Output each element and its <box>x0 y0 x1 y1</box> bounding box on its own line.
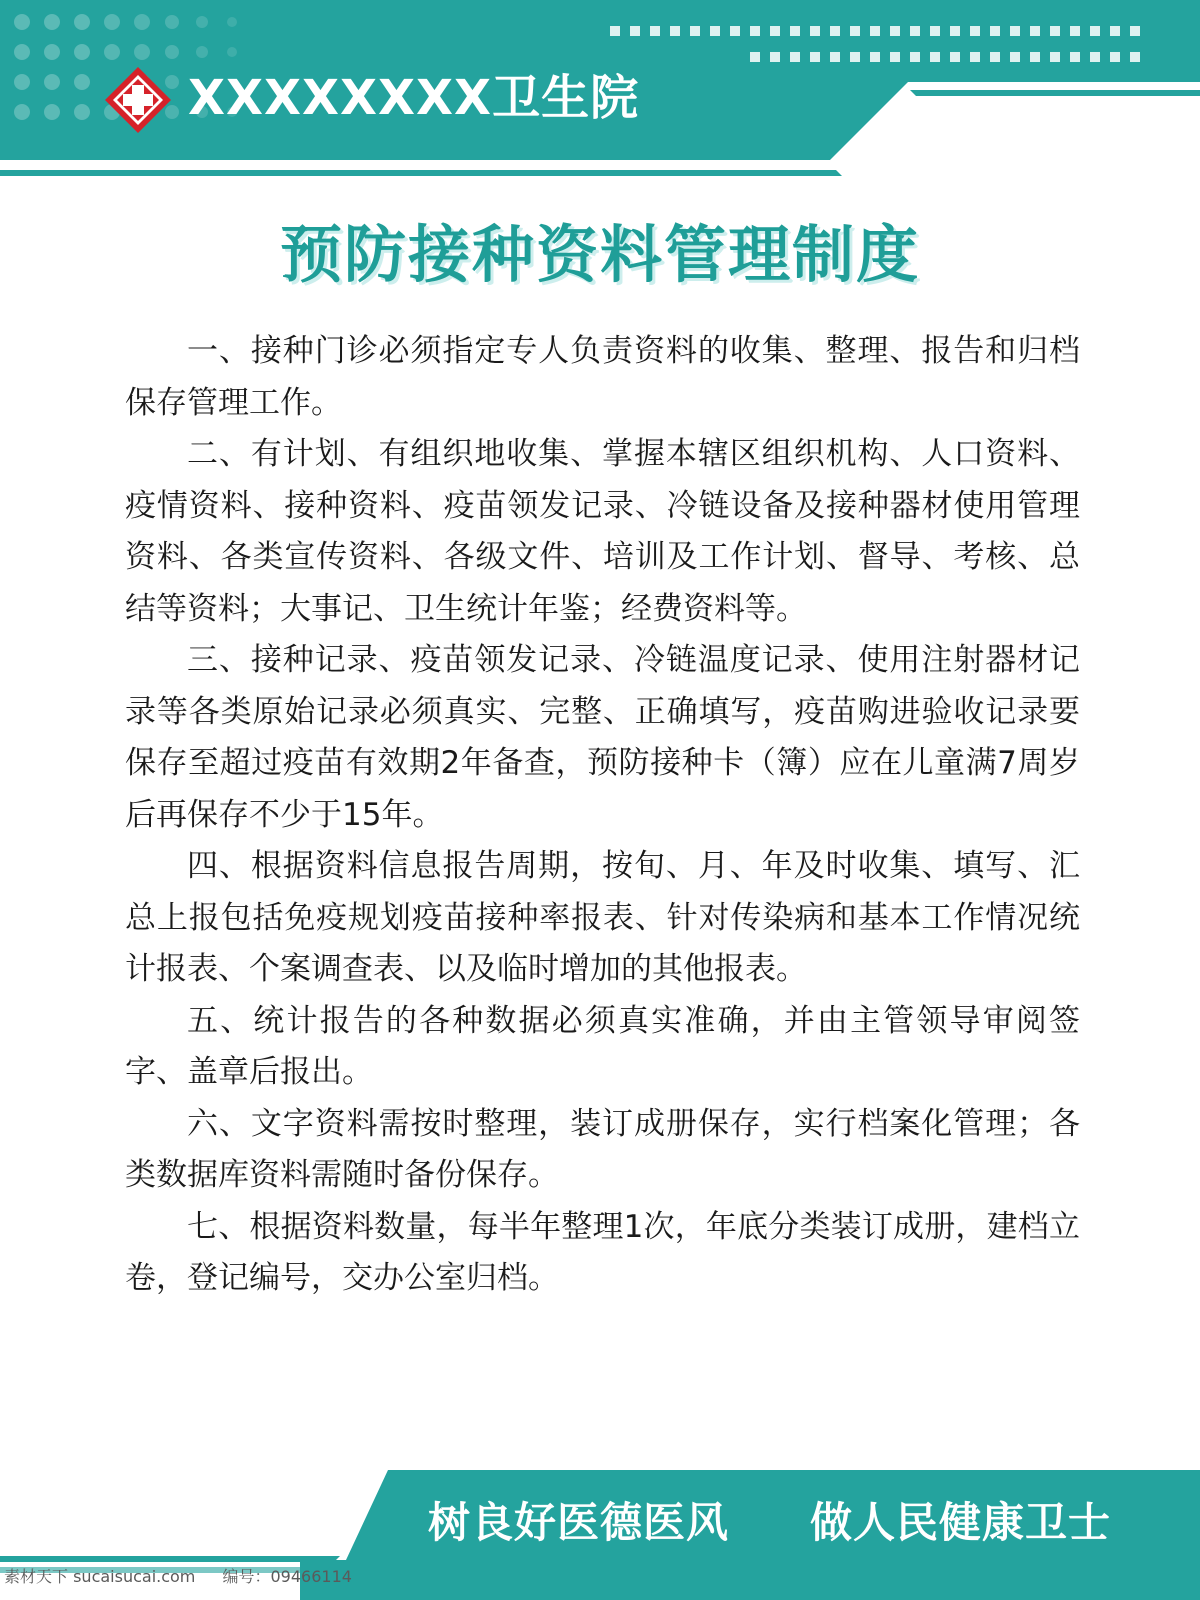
decorative-dots-right <box>610 26 1170 68</box>
regulation-item-3: 三、接种记录、疫苗领发记录、冷链温度记录、使用注射器材记录等各类原始记录必须真实、完整、正确填写，疫苗购进验收记录要保存至超过疫苗有效期2年备查，预防接种卡（簿）应在儿童满7周岁后再保存不少于15年。 <box>125 642 1080 833</box>
hospital-name: XXXXXXXX卫生院 <box>188 70 640 126</box>
watermark-site: 素材天下 sucaisucai.com <box>4 1567 196 1586</box>
regulation-item-7: 七、根据资料数量，每半年整理1次，年底分类装订成册，建档立卷，登记编号，交办公室归档。 <box>125 1208 1080 1296</box>
regulation-item-2: 二、有计划、有组织地收集、掌握本辖区组织机构、人口资料、疫情资料、接种资料、疫苗领发记录、冷链设备及接种器材使用管理资料、各类宣传资料、各级文件、培训及工作计划、督导、考核、总结等资料；大事记、卫生统计年鉴；经费资料等。 <box>125 436 1080 627</box>
footer-slogan-left: 树良好医德医风 <box>428 1498 730 1547</box>
regulation-item-6: 六、文字资料需按时整理，装订成册保存，实行档案化管理；各类数据库资料需随时备份保存。 <box>125 1105 1080 1193</box>
regulation-body <box>125 326 1080 1305</box>
watermark-code: 编号：09466114 <box>222 1567 352 1586</box>
red-cross-icon <box>104 66 172 134</box>
footer-slogan-right: 做人民健康卫士 <box>810 1498 1112 1547</box>
page-title: 预防接种资料管理制度 <box>279 218 920 291</box>
regulation-item-1: 一、接种门诊必须指定专人负责资料的收集、整理、报告和归档保存管理工作。 <box>125 333 1080 421</box>
regulation-item-5: 五、统计报告的各种数据必须真实准确，并由主管领导审阅签字、盖章后报出。 <box>125 1002 1080 1090</box>
regulation-item-4: 四、根据资料信息报告周期，按旬、月、年及时收集、填写、汇总上报包括免疫规划疫苗接种率报表、针对传染病和基本工作情况统计报表、个案调查表、以及临时增加的其他报表。 <box>125 848 1080 987</box>
watermark <box>4 1567 374 1587</box>
